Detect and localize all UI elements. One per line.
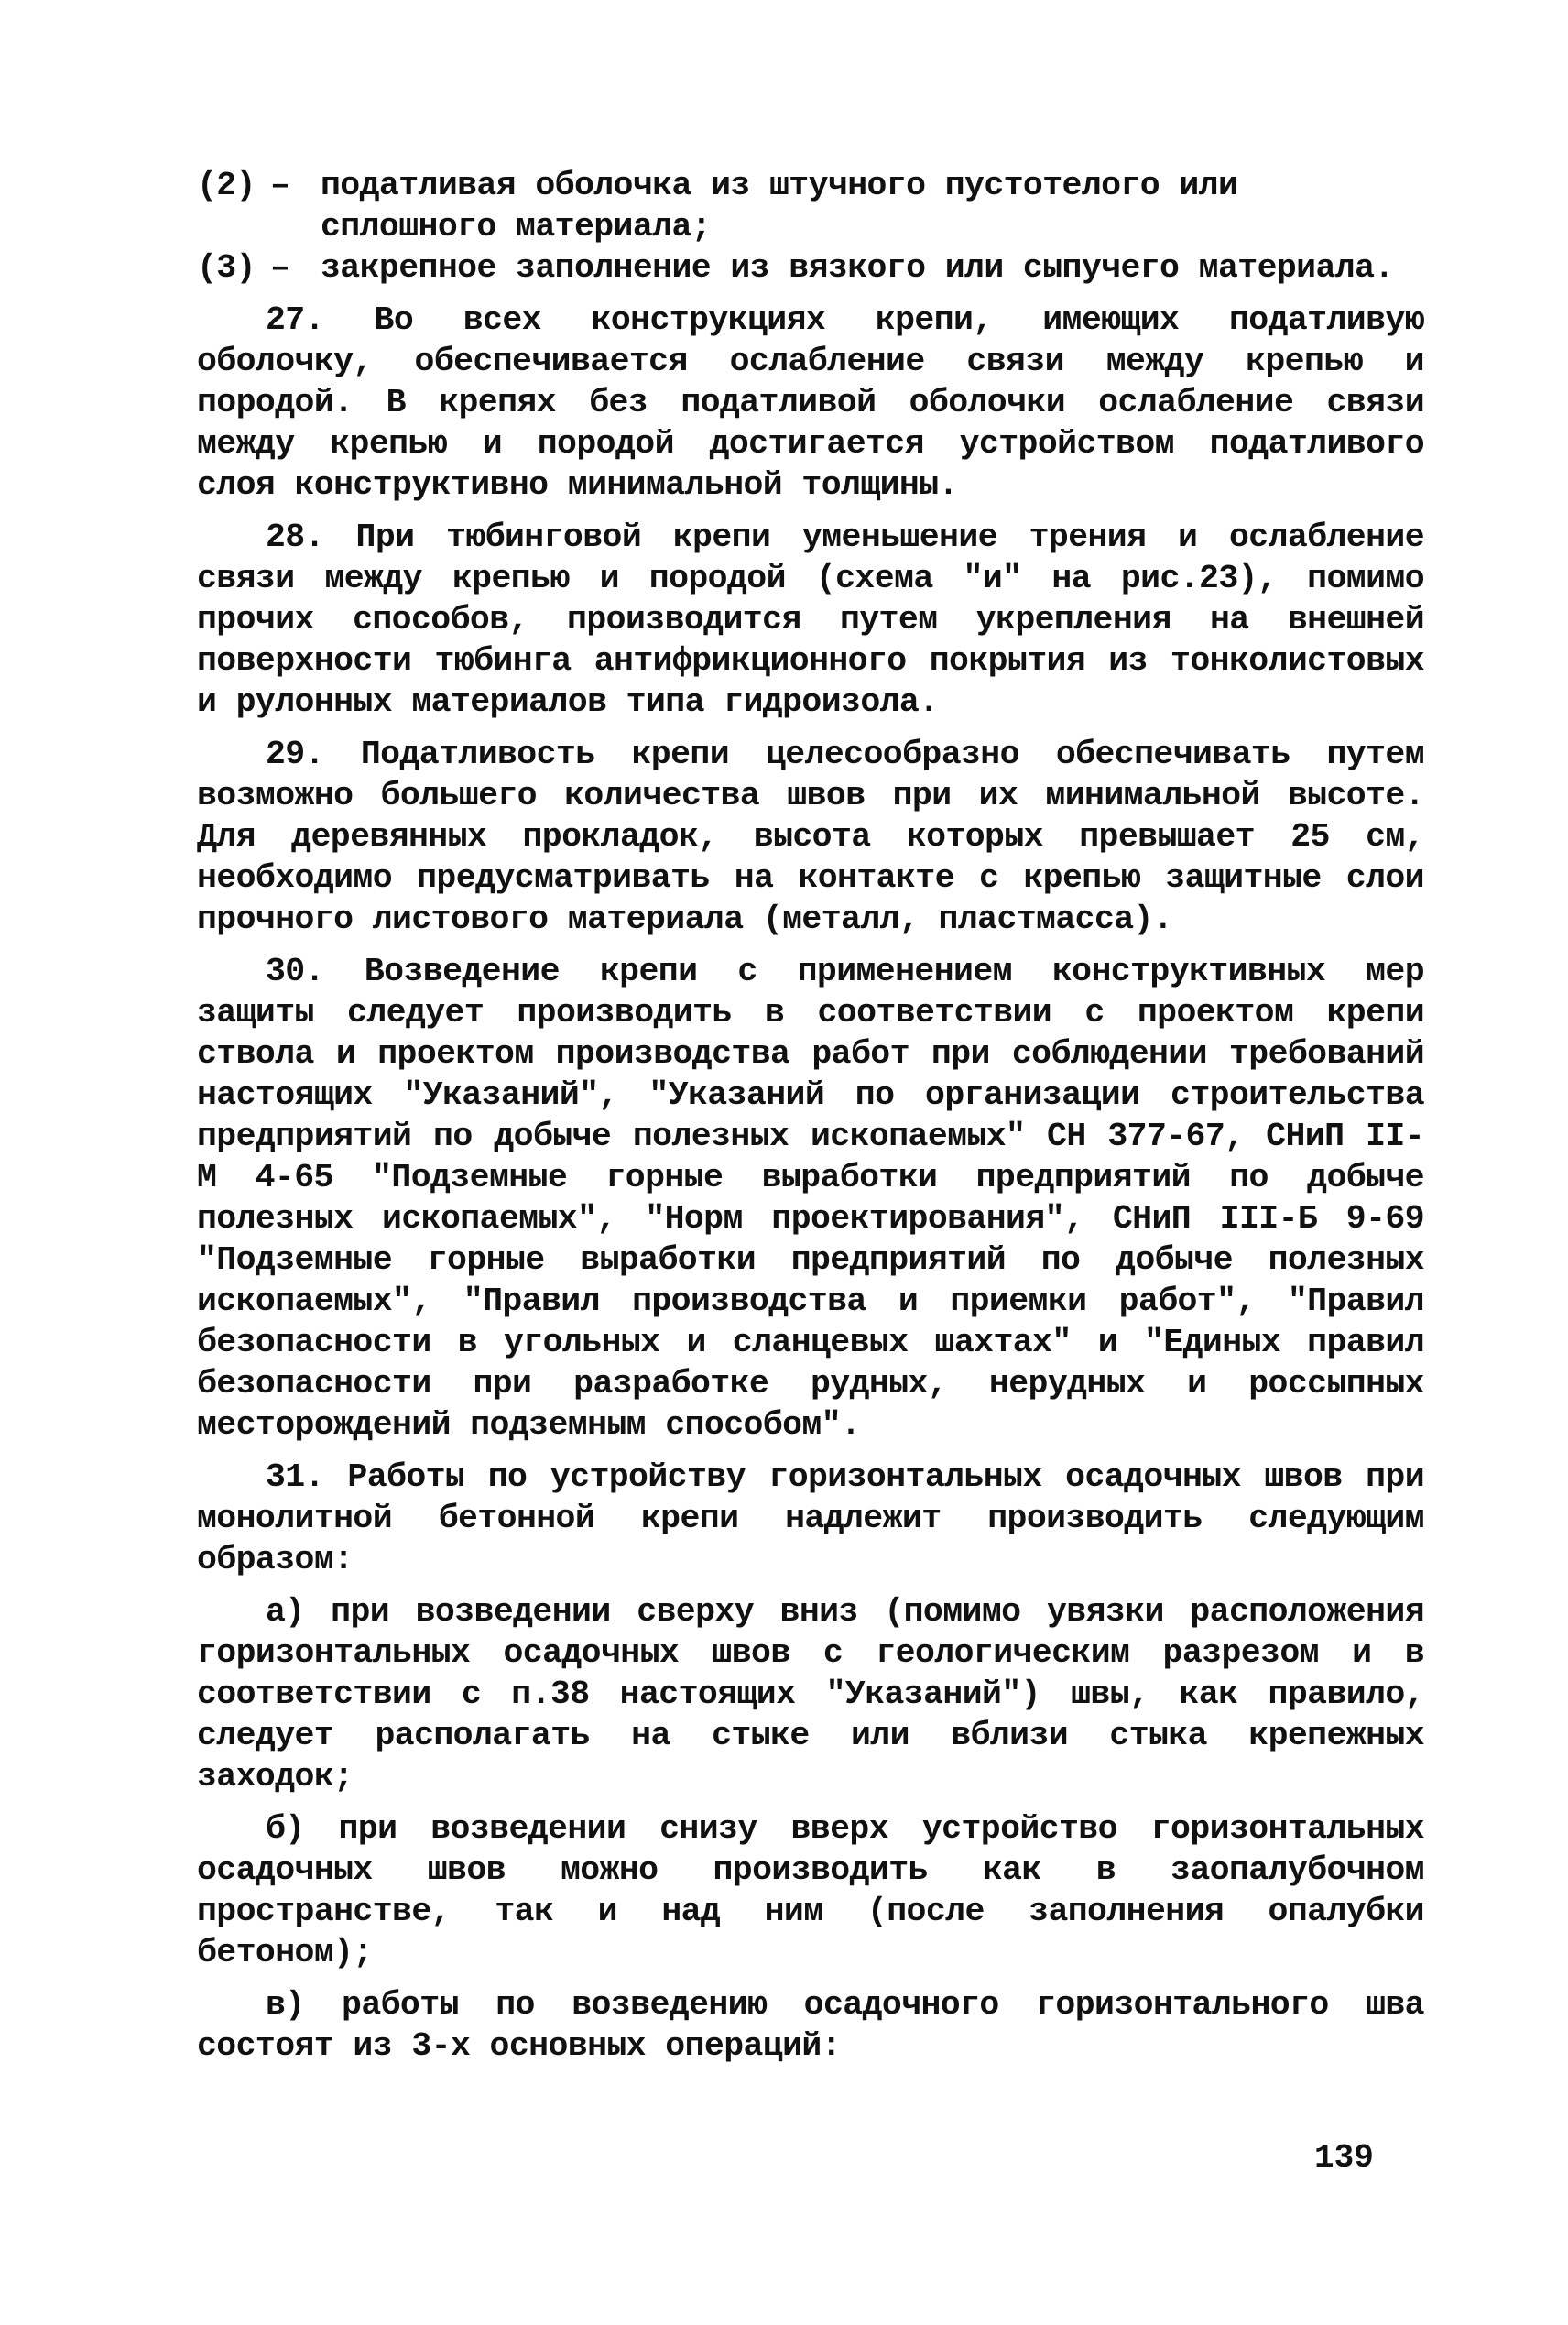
list-number: (3) [197,249,256,287]
list-dash: – [270,249,290,287]
page-number: 139 [1314,2139,1374,2177]
paragraph-27: 27. Во всех конструкциях крепи, имеющих податливую оболочку, обеспечивается ослабление связи между крепью и породой. В крепях без податливой оболочки ослабление связи между крепью и породой достигается устройством податливого слоя конструктивно минимальной толщины. [197,301,1424,504]
list-text: податливая оболочка из штучного пустотелого или сплошного материала; [321,167,1238,246]
paragraph-28: 28. При тюбинговой крепи уменьшение трения и ослабление связи между крепью и породой (схема "и" на рис.23), помимо прочих способов, производится путем укрепления на внешней поверхности тюбинга антифрикционного покрытия из тонколистовых и рулонных материалов типа гидроизола. [197,518,1424,721]
subparagraph-a: а) при возведении сверху вниз (помимо увязки расположения горизонтальных осадочных швов с геологическим разрезом и в соответствии с п.38 настоящих "Указаний") швы, как правило, следует располагать на стыке или вблизи стыка крепежных заходок; [197,1593,1424,1796]
subparagraph-v: в) работы по возведению осадочного горизонтального шва состоят из 3-х основных операций: [197,1986,1424,2065]
page-content [197,165,1424,2078]
paragraph-31: 31. Работы по устройству горизонтальных осадочных швов при монолитной бетонной крепи надлежит производить следующим образом: [197,1458,1424,1578]
list-text: закрепное заполнение из вязкого или сыпучего материала. [321,249,1394,287]
paragraph-29: 29. Податливость крепи целесообразно обеспечивать путем возможно большего количества швов при их минимальной высоте. Для деревянных прокладок, высота которых превышает 25 см, необходимо предусматривать на контакте с крепью защитные слои прочного листового материала (металл, пластмасса). [197,736,1424,938]
subparagraph-b: б) при возведении снизу вверх устройство горизонтальных осадочных швов можно производить как в заопалубочном пространстве, так и над ним (после заполнения опалубки бетоном); [197,1810,1424,1971]
list-dash: – [270,167,290,204]
list-item-3 [197,247,1424,289]
list-item-2 [197,165,1424,247]
list-number: (2) [197,167,256,204]
paragraph-30: 30. Возведение крепи с применением конструктивных мер защиты следует производить в соответствии с проектом крепи ствола и проектом производства работ при соблюдении требований настоящих "Указаний", "Указаний по организации строительства предприятий по добыче полезных ископаемых" СН 377-67, СНиП II-М 4-65 "Подземные горные выработки предприятий по добыче полезных ископаемых", "Норм проектирования", СНиП III-Б 9-69 "Подземные горные выработки предприятий по добыче полезных ископаемых", "Правил производства и приемки работ", "Правил безопасности в угольных и сланцевых шахтах" и "Единых правил безопасности при разработке рудных, нерудных и россыпных месторождений подземным способом". [197,953,1424,1444]
